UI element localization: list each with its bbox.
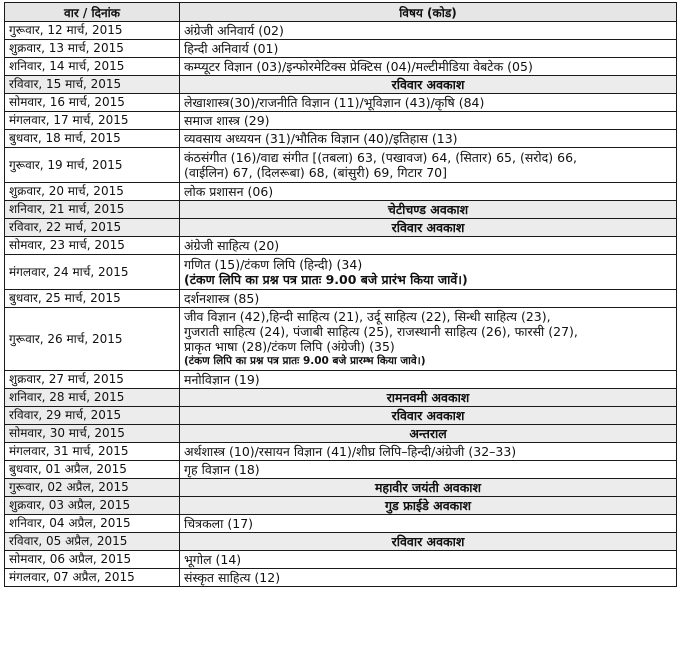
holiday-cell: गुड फ्राईडे अवकाश: [180, 497, 677, 515]
typing-paper-note: (टंकण लिपि का प्रश्न पत्र प्रातः 9.00 बजे प्रारम्भ किया जावे।): [184, 355, 426, 367]
holiday-cell: रविवार अवकाश: [180, 76, 677, 94]
subject-line: समाज शास्त्र (29): [184, 113, 270, 128]
table-row: [5, 40, 677, 58]
table-row: [5, 371, 677, 389]
subject-line: लोक प्रशासन (06): [184, 184, 274, 199]
exam-date-cell: गुरूवार, 12 मार्च, 2015: [5, 22, 180, 40]
table-row: [5, 76, 677, 94]
subject-cell: [180, 290, 677, 308]
table-row: [5, 533, 677, 551]
table-header: [5, 3, 677, 22]
exam-date-cell: मंगलवार, 07 अप्रैल, 2015: [5, 569, 180, 587]
subject-line: संस्कृत साहित्य (12): [184, 570, 281, 585]
subject-line: गणित (15)/टंकण लिपि (हिन्दी) (34): [184, 257, 363, 272]
subject-cell: [180, 371, 677, 389]
subject-line: चित्रकला (17): [184, 516, 254, 531]
subject-line: जीव विज्ञान (42),हिन्दी साहित्य (21), उर्दू साहित्य (22), सिन्धी साहित्य (23),: [184, 309, 551, 324]
typing-paper-note: (टंकण लिपि का प्रश्न पत्र प्रातः 9.00 बजे प्रारंभ किया जावें।): [184, 272, 468, 287]
table-row: [5, 148, 677, 183]
subject-cell: [180, 443, 677, 461]
subject-line: हिन्दी अनिवार्य (01): [184, 41, 279, 56]
table-row: [5, 22, 677, 40]
subject-line: मनोविज्ञान (19): [184, 372, 260, 387]
subject-cell: [180, 130, 677, 148]
exam-date-cell: बुधवार, 01 अप्रैल, 2015: [5, 461, 180, 479]
exam-date-cell: मंगलवार, 17 मार्च, 2015: [5, 112, 180, 130]
subject-line: कंठसंगीत (16)/वाद्य संगीत [(तबला) 63, (पखावज) 64, (सितार) 65, (सरोद) 66,: [184, 150, 577, 165]
holiday-cell: रामनवमी अवकाश: [180, 389, 677, 407]
exam-date-cell: सोमवार, 30 मार्च, 2015: [5, 425, 180, 443]
exam-date-cell: मंगलवार, 31 मार्च, 2015: [5, 443, 180, 461]
subject-cell: [180, 237, 677, 255]
table-row: [5, 569, 677, 587]
subject-line: व्यवसाय अध्ययन (31)/भौतिक विज्ञान (40)/इतिहास (13): [184, 131, 458, 146]
table-row: [5, 497, 677, 515]
holiday-cell: रविवार अवकाश: [180, 407, 677, 425]
subject-cell: [180, 569, 677, 587]
exam-date-cell: शनिवार, 04 अप्रैल, 2015: [5, 515, 180, 533]
table-row: [5, 389, 677, 407]
exam-date-cell: रविवार, 22 मार्च, 2015: [5, 219, 180, 237]
table-row: [5, 443, 677, 461]
exam-date-cell: शनिवार, 28 मार्च, 2015: [5, 389, 180, 407]
exam-date-cell: शुक्रवार, 13 मार्च, 2015: [5, 40, 180, 58]
holiday-cell: रविवार अवकाश: [180, 219, 677, 237]
subject-line: लेखाशास्त्र(30)/राजनीति विज्ञान (11)/भूविज्ञान (43)/कृषि (84): [184, 95, 485, 110]
subject-line: दर्शनशास्त्र (85): [184, 291, 260, 306]
table-row: [5, 479, 677, 497]
subject-cell: [180, 551, 677, 569]
subject-cell: [180, 94, 677, 112]
holiday-cell: अन्तराल: [180, 425, 677, 443]
holiday-cell: चेटीचण्ड अवकाश: [180, 201, 677, 219]
date-column-header: वार / दिनांक: [5, 3, 180, 22]
subject-cell: [180, 461, 677, 479]
subject-cell: [180, 515, 677, 533]
exam-date-cell: गुरूवार, 19 मार्च, 2015: [5, 148, 180, 183]
exam-date-cell: सोमवार, 16 मार्च, 2015: [5, 94, 180, 112]
exam-date-cell: रविवार, 29 मार्च, 2015: [5, 407, 180, 425]
exam-date-cell: रविवार, 15 मार्च, 2015: [5, 76, 180, 94]
table-row: [5, 201, 677, 219]
table-row: [5, 183, 677, 201]
exam-date-cell: सोमवार, 06 अप्रैल, 2015: [5, 551, 180, 569]
exam-date-cell: बुधवार, 18 मार्च, 2015: [5, 130, 180, 148]
exam-date-cell: बुधवार, 25 मार्च, 2015: [5, 290, 180, 308]
subject-line: प्राकृत भाषा (28)/टंकण लिपि (अंग्रेजी) (35): [184, 339, 395, 354]
subject-cell: [180, 58, 677, 76]
table-row: [5, 94, 677, 112]
table-row: [5, 290, 677, 308]
subject-line: भूगोल (14): [184, 552, 242, 567]
exam-date-cell: शनिवार, 14 मार्च, 2015: [5, 58, 180, 76]
table-row: [5, 425, 677, 443]
table-row: [5, 219, 677, 237]
header-row: [5, 3, 677, 22]
table-row: [5, 237, 677, 255]
subject-line: अंग्रेजी साहित्य (20): [184, 238, 280, 253]
subject-cell: [180, 22, 677, 40]
holiday-cell: महावीर जयंती अवकाश: [180, 479, 677, 497]
exam-date-cell: शुक्रवार, 03 अप्रैल, 2015: [5, 497, 180, 515]
exam-date-cell: रविवार, 05 अप्रैल, 2015: [5, 533, 180, 551]
exam-date-cell: शुक्रवार, 27 मार्च, 2015: [5, 371, 180, 389]
table-row: [5, 551, 677, 569]
table-row: [5, 407, 677, 425]
table-row: [5, 515, 677, 533]
subject-cell: [180, 40, 677, 58]
subject-line: गृह विज्ञान (18): [184, 462, 260, 477]
subject-line: अंग्रेजी अनिवार्य (02): [184, 23, 284, 38]
exam-date-cell: शुक्रवार, 20 मार्च, 2015: [5, 183, 180, 201]
subject-line: गुजराती साहित्य (24), पंजाबी साहित्य (25), राजस्थानी साहित्य (26), फारसी (27),: [184, 324, 578, 339]
exam-date-cell: गुरूवार, 02 अप्रैल, 2015: [5, 479, 180, 497]
subject-cell: [180, 183, 677, 201]
exam-schedule-table: [4, 2, 677, 587]
table-row: [5, 58, 677, 76]
table-row: [5, 461, 677, 479]
subject-cell: [180, 112, 677, 130]
exam-timetable: [4, 2, 676, 587]
exam-date-cell: मंगलवार, 24 मार्च, 2015: [5, 255, 180, 290]
subject-cell: [180, 255, 677, 290]
exam-date-cell: सोमवार, 23 मार्च, 2015: [5, 237, 180, 255]
subject-cell: [180, 308, 677, 371]
exam-date-cell: गुरूवार, 26 मार्च, 2015: [5, 308, 180, 371]
holiday-cell: रविवार अवकाश: [180, 533, 677, 551]
exam-date-cell: शनिवार, 21 मार्च, 2015: [5, 201, 180, 219]
table-row: [5, 308, 677, 371]
subject-cell: [180, 148, 677, 183]
subject-line: कम्प्यूटर विज्ञान (03)/इन्फोरमेटिक्स प्रेक्टिस (04)/मल्टीमीडिया वेबटेक (05): [184, 59, 533, 74]
table-row: [5, 112, 677, 130]
subject-line: अर्थशास्त्र (10)/रसायन विज्ञान (41)/शीघ्र लिपि–हिन्दी/अंग्रेजी (32–33): [184, 444, 517, 459]
table-row: [5, 130, 677, 148]
subject-column-header: विषय (कोड): [180, 3, 677, 22]
table-body: [5, 22, 677, 587]
table-row: [5, 255, 677, 290]
subject-line: (वाईलिन) 67, (दिलरूबा) 68, (बांसुरी) 69, गिटार 70]: [184, 165, 448, 180]
